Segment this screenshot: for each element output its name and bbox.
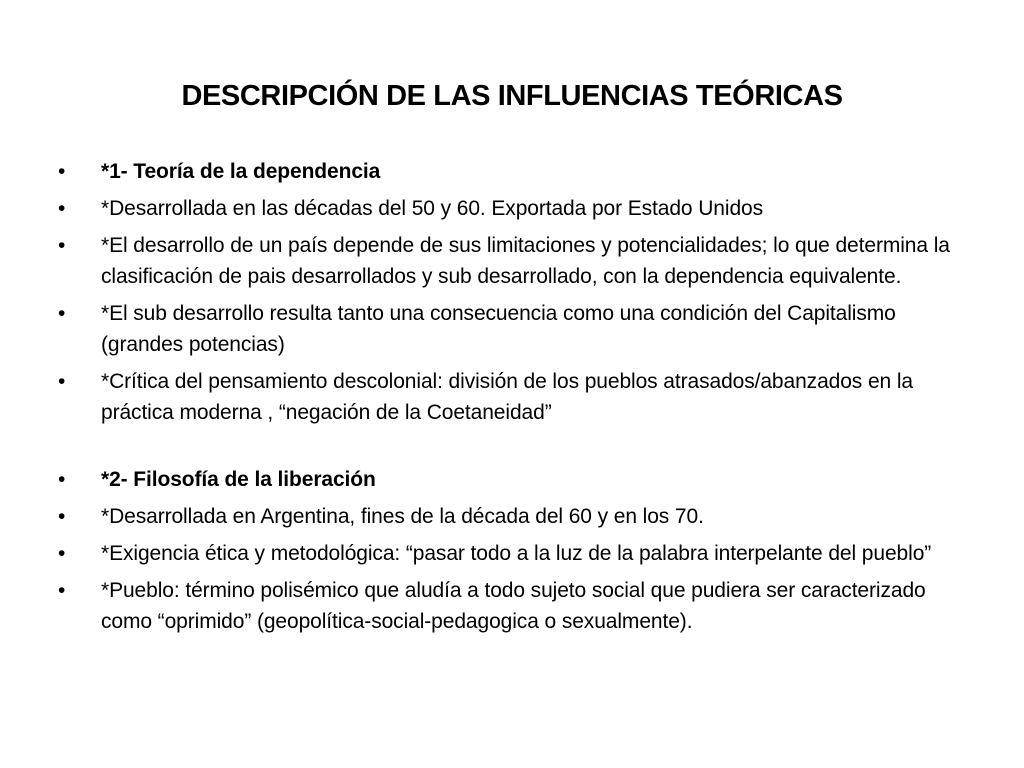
bullet-icon: •: [58, 505, 66, 528]
bullet-text: *Desarrollada en las décadas del 50 y 60. Exportada por Estado Unidos: [101, 197, 764, 220]
bullet-text: *Crítica del pensamiento descolonial: división de los pueblos atrasados/abanzados en la práctica moderna , “negación de la Coetaneidad”: [101, 370, 913, 424]
bullet-text: *El sub desarrollo resulta tanto una consecuencia como una condición del Capitalismo (grandes potencias): [101, 302, 896, 356]
bullet-item: [58, 575, 978, 637]
bullet-item: [58, 366, 978, 428]
bullet-text: *Exigencia ética y metodológica: “pasar todo a la luz de la palabra interpelante del pueblo”: [101, 542, 932, 565]
bullet-icon: •: [58, 542, 66, 565]
bullet-icon: •: [58, 579, 66, 602]
slide-title: DESCRIPCIÓN DE LAS INFLUENCIAS TEÓRICAS: [181, 80, 843, 112]
bullet-list: [58, 156, 978, 643]
bullet-item: [58, 230, 978, 292]
bullet-text: *Pueblo: término polisémico que aludía a todo sujeto social que pudiera ser caracterizado como “oprimido” (geopolítica-social-pedagogica o sexualmente).: [101, 579, 926, 633]
bullet-text: *El desarrollo de un país depende de sus limitaciones y potencialidades; lo que determina la clasificación de pais desarrollados y sub desarrollado, con la dependencia equivalente.: [101, 234, 950, 288]
bullet-text: *2- Filosofía de la liberación: [101, 468, 376, 491]
bullet-text: *Desarrollada en Argentina, fines de la década del 60 y en los 70.: [101, 505, 704, 528]
bullet-item: [58, 298, 978, 360]
bullet-text: *1- Teoría de la dependencia: [101, 160, 381, 183]
bullet-item: [58, 538, 978, 569]
bullet-item-heading-liberacion: [58, 464, 978, 495]
bullet-item-heading-dependencia: [58, 156, 978, 187]
bullet-icon: •: [58, 160, 66, 183]
bullet-item: [58, 501, 978, 532]
bullet-item: [58, 193, 978, 224]
bullet-icon: •: [58, 468, 66, 491]
bullet-icon: •: [58, 234, 66, 257]
bullet-icon: •: [58, 370, 66, 393]
bullet-icon: •: [58, 197, 66, 220]
bullet-icon: •: [58, 302, 66, 325]
